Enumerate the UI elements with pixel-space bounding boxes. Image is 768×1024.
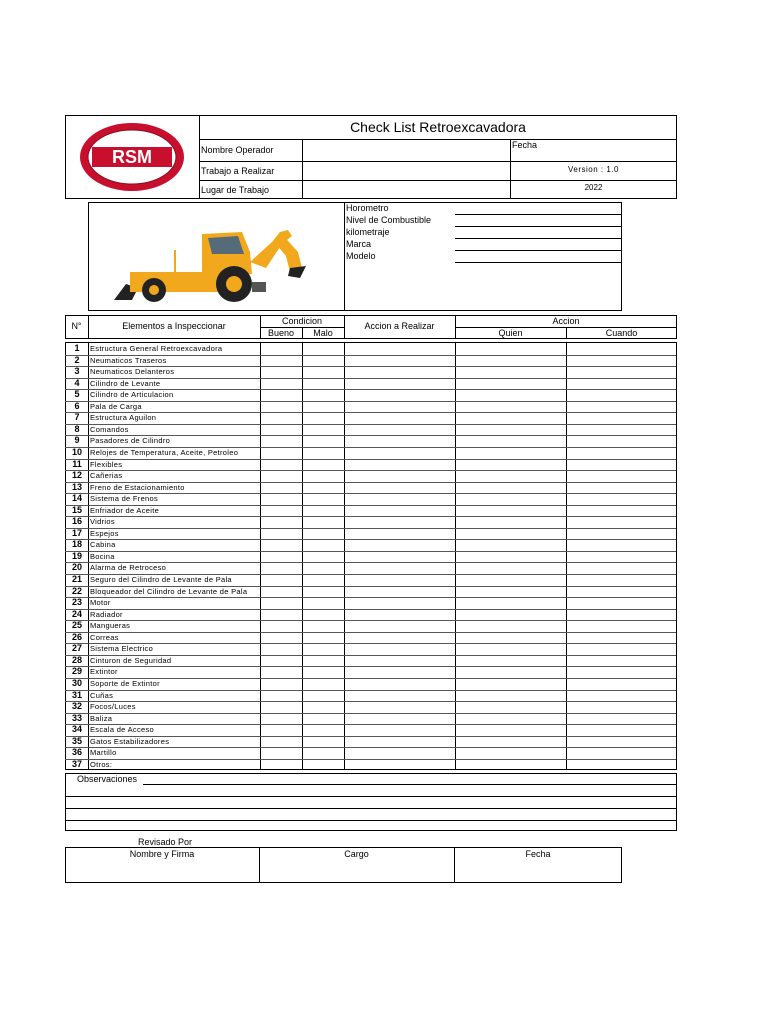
item-label: Enfriador de Aceite [90, 505, 160, 515]
item-number: 33 [71, 712, 82, 723]
table-row-divider [65, 424, 676, 425]
review-title: Revisado Por [138, 837, 193, 847]
item-label: Motor [90, 598, 111, 608]
item-label: Sistema de Frenos [90, 494, 159, 504]
table-row-divider [65, 643, 676, 644]
table-row-divider [65, 459, 676, 460]
col-bad: Malo [313, 328, 333, 338]
table-row-divider [65, 493, 676, 494]
table-row-divider [65, 736, 676, 737]
page-title: Check List Retroexcavadora [350, 119, 526, 135]
item-label: Bloqueador del Cilindro de Levante de Pala [90, 586, 248, 596]
item-label: Martillo [90, 748, 117, 758]
item-number: 10 [71, 446, 82, 457]
table-row-divider [65, 539, 676, 540]
review-date: Fecha [525, 849, 551, 859]
machine-field-input[interactable] [455, 226, 621, 227]
machine-field-input[interactable] [455, 262, 621, 263]
table-row-divider [65, 435, 676, 436]
item-label: Mangueras [90, 621, 131, 631]
observations-label: Observaciones [77, 774, 138, 784]
item-label: Pala de Carga [90, 401, 142, 411]
item-label: Alarma de Retroceso [90, 563, 167, 573]
place-label: Lugar de Trabajo [201, 185, 270, 195]
item-label: Cañerias [90, 471, 123, 481]
col-accion: Accion [552, 316, 580, 326]
table-row-divider [65, 678, 676, 679]
item-label: Radiador [90, 609, 123, 619]
machine-field-label: kilometraje [346, 227, 390, 237]
item-number: 19 [71, 550, 82, 561]
col-elements: Elementos a Inspeccionar [122, 321, 226, 331]
item-number: 6 [74, 400, 80, 411]
table-row-divider [65, 747, 676, 748]
item-number: 23 [71, 597, 82, 608]
machine-field-label: Horometro [346, 203, 389, 213]
item-label: Focos/Luces [90, 702, 136, 712]
table-row-divider [65, 482, 676, 483]
item-label: Cilindro de Levante [90, 378, 161, 388]
item-number: 34 [71, 724, 82, 735]
table-row-divider [65, 609, 676, 610]
item-number: 14 [71, 493, 82, 504]
item-label: Soporte de Extintor [90, 678, 160, 688]
item-number: 29 [71, 666, 82, 677]
item-label: Estructura Aguilon [90, 413, 157, 423]
item-number: 21 [71, 574, 82, 584]
item-number: 4 [74, 377, 80, 388]
machine-field-label: Modelo [346, 251, 376, 261]
table-row-divider [65, 690, 676, 691]
table-row-divider [65, 586, 676, 587]
item-number: 13 [71, 481, 82, 492]
table-row-divider [65, 562, 676, 563]
table-row-divider [65, 574, 676, 575]
item-label: Vidrios [90, 517, 115, 527]
observations-box [65, 773, 677, 831]
backhoe-image [112, 222, 308, 304]
table-row-divider [65, 401, 676, 402]
item-number: 12 [71, 470, 82, 481]
item-label: Seguro del Cilindro de Levante de Pala [90, 575, 232, 584]
item-number: 35 [71, 735, 82, 746]
item-label: Neumaticos Delanteros [90, 367, 175, 377]
item-number: 25 [71, 620, 82, 631]
table-row-divider [65, 447, 676, 448]
version-label: Version : 1.0 [568, 165, 619, 174]
item-number: 32 [71, 701, 82, 712]
table-row-divider [65, 412, 676, 413]
table-row-divider [65, 620, 676, 621]
item-number: 8 [74, 423, 80, 434]
item-number: 17 [71, 527, 82, 538]
col-good: Bueno [267, 328, 295, 338]
item-number: 22 [71, 585, 82, 596]
table-row-divider [65, 666, 676, 667]
item-number: 2 [74, 354, 80, 365]
table-row-divider [65, 724, 676, 725]
work-label: Trabajo a Realizar [201, 166, 275, 176]
item-number: 11 [72, 458, 82, 469]
machine-field-label: Nivel de Combustible [346, 215, 432, 225]
machine-field-input[interactable] [455, 214, 621, 215]
logo-text: RSM [112, 147, 152, 167]
item-label: Cuñas [90, 690, 114, 700]
item-number: 28 [71, 654, 82, 665]
col-num: N° [71, 321, 82, 331]
item-label: Sistema Electrico [90, 644, 154, 654]
item-number: 1 [74, 343, 80, 353]
table-row-divider [65, 632, 676, 633]
table-row-divider [65, 389, 676, 390]
item-label: Estructura General Retroexcavadora [90, 344, 223, 353]
machine-field-input[interactable] [455, 250, 621, 251]
year-label: 2022 [584, 183, 603, 192]
machine-field-label: Marca [346, 239, 372, 249]
col-when: Cuando [605, 328, 638, 338]
table-row-divider [65, 516, 676, 517]
item-label: Cinturon de Seguridad [90, 655, 172, 665]
date-label: Fecha [512, 140, 538, 150]
item-label: Flexibles [90, 459, 123, 469]
table-row-divider [65, 355, 676, 356]
item-number: 26 [71, 631, 82, 642]
table-row-divider [65, 655, 676, 656]
item-number: 20 [71, 562, 82, 573]
table-row-divider [65, 597, 676, 598]
item-label: Freno de Estacionamiento [90, 482, 185, 492]
item-number: 30 [71, 677, 82, 688]
item-number: 16 [71, 516, 82, 527]
item-number: 24 [71, 608, 82, 619]
item-label: Relojes de Temperatura, Aceite, Petroleo [90, 447, 239, 457]
items-table [65, 342, 677, 770]
table-row-divider [65, 505, 676, 506]
item-label: Correas [90, 632, 119, 642]
item-label: Cilindro de Articulacion [90, 390, 174, 400]
item-label: Comandos [90, 424, 129, 434]
item-label: Otros: [90, 759, 113, 769]
item-number: 15 [71, 504, 82, 515]
table-row-divider [65, 713, 676, 714]
col-who: Quien [498, 328, 523, 338]
table-row-divider [65, 528, 676, 529]
table-row-divider [65, 378, 676, 379]
item-number: 7 [74, 412, 80, 423]
item-label: Bocina [90, 551, 115, 561]
company-logo [78, 121, 186, 193]
item-label: Escala de Acceso [90, 725, 155, 735]
col-action: Accion a Realizar [364, 321, 435, 331]
item-number: 31 [71, 689, 82, 700]
item-label: Baliza [90, 713, 113, 723]
table-row-divider [65, 551, 676, 552]
item-label: Gatos Estabilizadores [90, 736, 170, 746]
operator-label: Nombre Operador [201, 145, 274, 155]
review-position: Cargo [344, 849, 369, 859]
item-number: 37 [71, 758, 82, 769]
item-label: Espejos [90, 528, 119, 538]
item-label: Cabina [90, 540, 116, 550]
item-label: Neumaticos Traseros [90, 355, 167, 365]
item-number: 36 [71, 747, 82, 758]
item-label: Extintor [90, 667, 118, 677]
table-row-divider [65, 470, 676, 471]
item-label: Pasadores de Cilindro [90, 436, 171, 446]
table-row-divider [65, 759, 676, 760]
item-number: 3 [74, 366, 80, 377]
table-row-divider [65, 366, 676, 367]
item-number: 5 [74, 389, 80, 400]
item-number: 18 [71, 539, 82, 550]
item-number: 27 [71, 643, 82, 654]
item-number: 9 [74, 435, 80, 446]
col-condition: Condicion [281, 316, 323, 326]
table-row-divider [65, 701, 676, 702]
machine-field-input[interactable] [455, 238, 621, 239]
review-name-sign: Nombre y Firma [129, 849, 195, 859]
